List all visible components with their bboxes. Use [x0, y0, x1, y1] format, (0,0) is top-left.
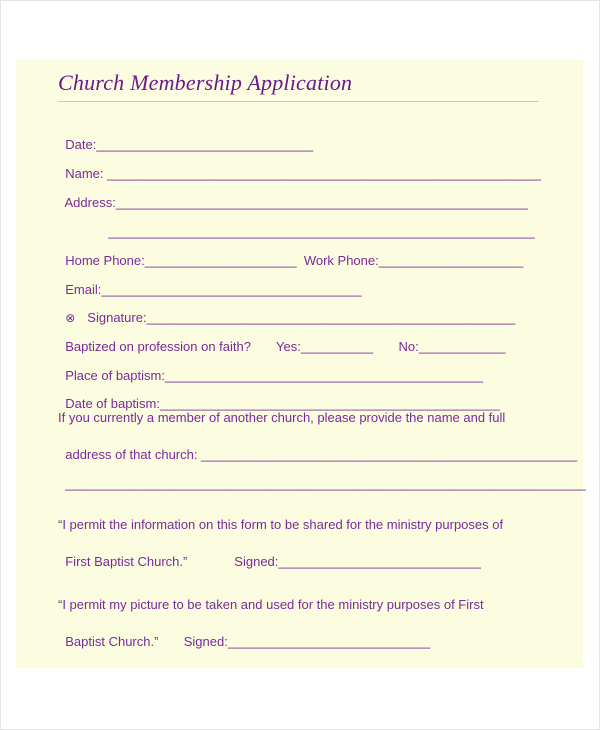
- permit-picture-signature-field[interactable]: ____________________________: [227, 634, 431, 649]
- other-church-row: [58, 432, 577, 462]
- email-field[interactable]: ____________________________________: [101, 282, 362, 297]
- permit-picture-church: Baptist Church.”: [65, 634, 159, 649]
- address-label: Address:: [64, 195, 116, 210]
- place-of-baptism-row: [58, 353, 483, 383]
- yes-label: Yes:: [276, 339, 301, 354]
- other-church-label: address of that church:: [65, 447, 198, 462]
- name-field[interactable]: ____________________________________________________________: [107, 166, 541, 181]
- address-field-line2[interactable]: ___________________________________________________________: [108, 224, 535, 239]
- work-phone-label: Work Phone:: [303, 253, 379, 268]
- other-church-text: If you currently a member of another church, please provide the name and full: [58, 410, 506, 425]
- no-label: No:: [398, 339, 419, 354]
- date-of-baptism-field[interactable]: _______________________________________________: [159, 396, 500, 411]
- permit-info-signature-field[interactable]: ____________________________: [278, 554, 481, 569]
- email-row: [58, 267, 362, 297]
- place-of-baptism-field[interactable]: ____________________________________________: [164, 368, 484, 383]
- permit-picture-text: “I permit my picture to be taken and used for the ministry purposes of First: [58, 597, 484, 612]
- baptized-label: Baptized on profession on faith?: [65, 339, 251, 354]
- baptized-row: [58, 324, 505, 354]
- other-church-field[interactable]: ____________________________________________________: [201, 447, 578, 462]
- permit-picture-row: [58, 619, 430, 649]
- permit-info-signed-label: Signed:: [234, 554, 279, 569]
- home-phone-label: Home Phone:: [65, 253, 145, 268]
- date-of-baptism-row: [58, 381, 500, 411]
- email-label: Email:: [65, 282, 102, 297]
- name-label: Name:: [65, 166, 104, 181]
- yes-field[interactable]: __________: [300, 339, 374, 354]
- no-field[interactable]: ____________: [418, 339, 506, 354]
- address-row-2: [101, 209, 535, 239]
- date-label: Date:: [65, 137, 97, 152]
- address-row: [58, 180, 528, 210]
- title-divider: [58, 101, 539, 102]
- form-title: Church Membership Application: [58, 70, 353, 95]
- permit-picture-signed-label: Signed:: [183, 634, 228, 649]
- permit-info-text: “I permit the information on this form to be shared for the ministry purposes of: [58, 517, 504, 532]
- signature-label: Signature:: [87, 310, 147, 325]
- work-phone-field[interactable]: ____________________: [378, 253, 524, 268]
- phone-row: [58, 238, 523, 268]
- place-of-baptism-label: Place of baptism:: [65, 368, 165, 383]
- signature-row: [58, 295, 515, 325]
- home-phone-field[interactable]: _____________________: [144, 253, 297, 268]
- date-of-baptism-label: Date of baptism:: [65, 396, 160, 411]
- date-field[interactable]: ______________________________: [96, 137, 314, 152]
- name-row: [58, 151, 541, 181]
- date-row: [58, 122, 313, 152]
- permit-info-church: First Baptist Church.”: [65, 554, 188, 569]
- other-church-field-line2[interactable]: ________________________________________________________________________: [65, 476, 586, 491]
- signature-field[interactable]: ___________________________________________________: [146, 310, 516, 325]
- permit-info-row: [58, 539, 481, 569]
- address-field[interactable]: _________________________________________________________: [115, 195, 528, 210]
- circled-x-icon: ⊗: [65, 311, 76, 325]
- other-church-row-2: [58, 461, 586, 491]
